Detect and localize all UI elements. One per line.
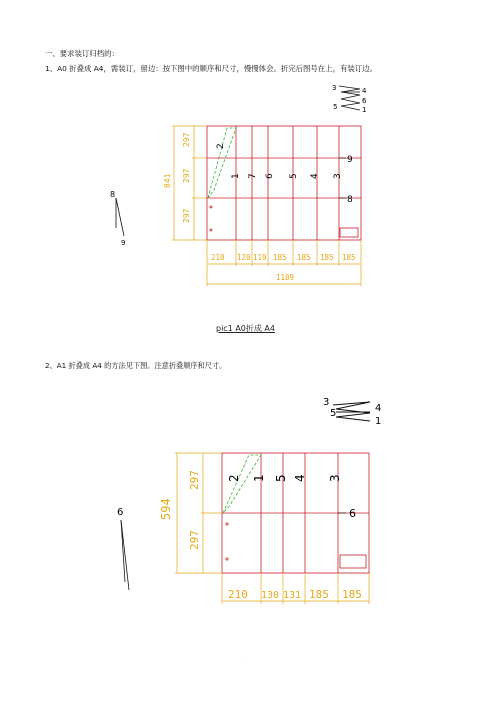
fig1-legend-6: 6 [362, 97, 367, 105]
fig1-fold-path [208, 128, 236, 198]
fig1-side-label-9: 9 [121, 239, 126, 247]
fig1-legend-5: 5 [333, 103, 338, 111]
fig1-dim-v-total: 841 [163, 173, 172, 188]
fig1-caption: pic1 A0折成 A4 [216, 324, 275, 333]
fig2-legend-3: 3 [323, 397, 330, 408]
fig1-dim-v-mid: 297 [182, 168, 191, 183]
instruction-a0: 1、A0 折叠成 A4，需装订，留边：按下图中的顺序和尺寸，慢慢体会。折完后图号在上，有装订边。 [45, 64, 377, 73]
page-header-mark: · · · [244, 30, 249, 34]
fig2-dim-h-131: 131 [283, 590, 302, 601]
fig2-dim-h-185a: 185 [309, 588, 329, 601]
fig2-fold-number-1: 1 [252, 474, 266, 482]
fig2-side-label-6: 6 [117, 507, 124, 518]
fig2-legend-4: 4 [375, 403, 382, 414]
fig1-fold-number-1: 1 [231, 173, 241, 179]
fig1-sheet-frame [207, 126, 361, 240]
fig2-dim-v-total: 594 [159, 498, 173, 520]
fig1-fold-legend [339, 86, 360, 110]
fig2-drawing [117, 397, 381, 604]
fig2-fold-path [223, 455, 261, 513]
fig2-fold-number-3: 3 [328, 474, 342, 482]
fig2-legend-5: 5 [330, 408, 337, 419]
fig1-fold-number-6: 6 [265, 173, 275, 179]
fig1-dim-h-total: 1189 [276, 273, 295, 282]
fig1-fold-number-4: 4 [310, 173, 320, 179]
fig1-fold-number-5: 5 [289, 173, 299, 179]
fig1-callout-9: 9 [347, 155, 353, 165]
fig1-side-sketch [116, 198, 124, 236]
fig2-fold-number-4: 4 [293, 474, 307, 482]
fig1-drawing [110, 84, 367, 286]
fig2-fold-legend [333, 402, 370, 421]
fig1-fold-number-2: 2 [216, 143, 226, 149]
fig1-legend-1: 1 [362, 106, 367, 114]
fig2-legend-1: 1 [375, 416, 382, 427]
fig1-legend-3: 3 [332, 84, 337, 92]
fig1-callout-8: 8 [347, 195, 353, 205]
fig2-sheet-frame [222, 453, 369, 573]
fig2-dim-v-top: 297 [188, 470, 201, 490]
fig2-dim-h-130: 130 [261, 590, 280, 601]
fig1-dim-v-bottom: 297 [182, 208, 191, 223]
fig1-dim-h-185b: 185 [297, 253, 311, 262]
fig2-fold-number-2: 2 [227, 474, 241, 482]
instruction-a1: 2、A1 折叠成 A4 的方法见下图。注意折叠顺序和尺寸。 [45, 361, 227, 370]
fig1-fold-number-3: 3 [333, 173, 343, 179]
fig2-dim-h-210: 210 [228, 588, 248, 601]
fig1-dim-v-top: 297 [182, 132, 191, 147]
fig1-dim-h-185a: 185 [273, 253, 287, 262]
fig2-dim-v-bottom: 297 [188, 530, 201, 550]
fig1-dim-h-185c: 185 [320, 253, 334, 262]
fig2-side-sketch [121, 520, 129, 590]
fig1-dim-h-185d: 185 [342, 253, 356, 262]
fig1-legend-4: 4 [362, 87, 367, 95]
fig1-dim-h-119: 119 [253, 253, 267, 262]
fig1-fold-number-7: 7 [248, 173, 258, 179]
fig1-side-label-8: 8 [110, 190, 116, 199]
page-footer-mark: · · · · · [241, 656, 250, 660]
section-title: 一、要求装订归档的： [45, 49, 119, 58]
fig2-fold-number-5: 5 [274, 474, 288, 482]
fig2-callout-6: 6 [349, 507, 356, 520]
fig1-dim-h-120: 120 [237, 253, 251, 262]
fig2-dim-h-185b: 185 [342, 588, 362, 601]
fig1-dim-h-210: 210 [211, 253, 225, 262]
